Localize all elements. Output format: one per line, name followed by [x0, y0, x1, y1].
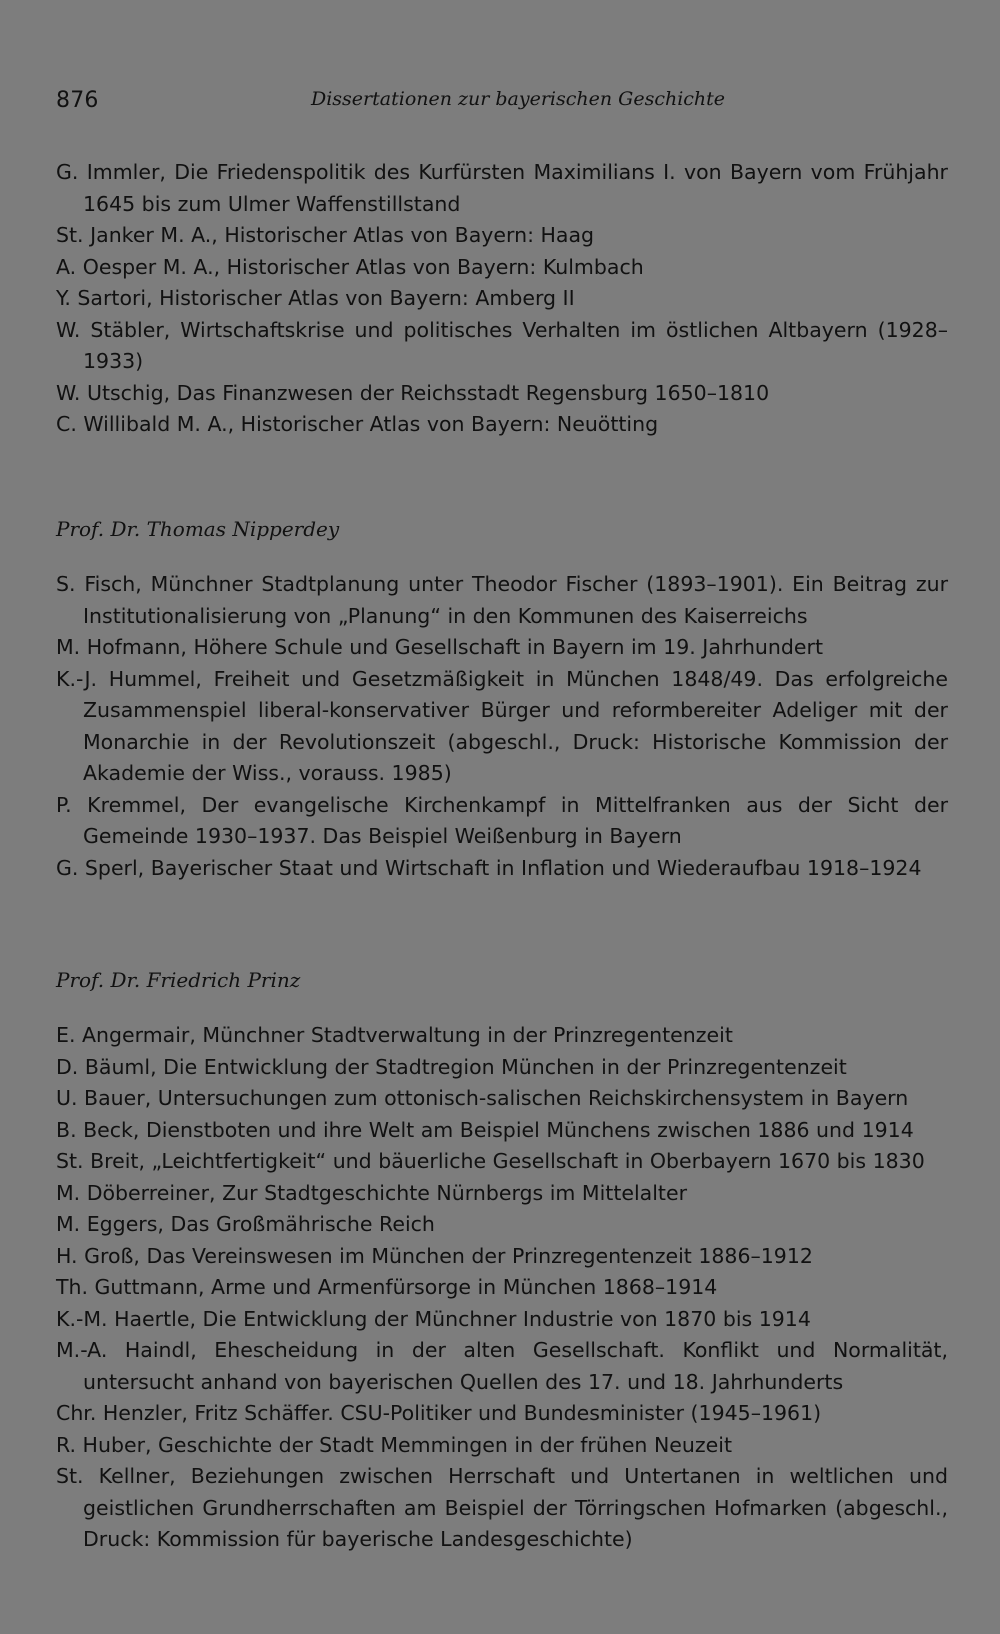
dissertation-entry: W. Stäbler, Wirtschaftskrise und politisches Verhalten im östlichen Altbayern (1928–1933) — [56, 317, 948, 373]
dissertation-entry: Y. Sartori, Historischer Atlas von Bayern: Amberg II — [56, 286, 575, 310]
dissertation-entry: Th. Guttmann, Arme und Armenfürsorge in München 1868–1914 — [56, 1275, 718, 1299]
dissertation-entry: W. Utschig, Das Finanzwesen der Reichsstadt Regensburg 1650–1810 — [56, 380, 770, 405]
dissertation-entry: M. Hofmann, Höhere Schule und Gesellschaft in Bayern im 19. Jahrhundert — [56, 635, 824, 659]
dissertation-entry: S. Fisch, Münchner Stadtplanung unter Theodor Fischer (1893–1901). Ein Beitrag zur Institutionalisierung von „Planung“ in den Kommunen des Kaiserreichs — [56, 572, 948, 628]
dissertation-entry: St. Janker M. A., Historischer Atlas von Bayern: Haag — [56, 223, 595, 247]
running-head: Dissertationen zur bayerischen Geschichte — [311, 88, 726, 110]
dissertation-entry: G. Sperl, Bayerischer Staat und Wirtschaft in Inflation und Wiederaufbau 1918–1924 — [56, 855, 922, 880]
dissertation-list — [56, 1020, 948, 1556]
section-title: Prof. Dr. Friedrich Prinz — [56, 968, 301, 992]
dissertation-entry: M. Döberreiner, Zur Stadtgeschichte Nürnbergs im Mittelalter — [56, 1180, 688, 1205]
dissertation-entry: D. Bäuml, Die Entwicklung der Stadtregion München in der Prinzregentenzeit — [56, 1054, 847, 1079]
dissertation-entry: K.-M. Haertle, Die Entwicklung der Münchner Industrie von 1870 bis 1914 — [56, 1306, 811, 1331]
dissertation-entry: M. Eggers, Das Großmährische Reich — [56, 1212, 435, 1236]
page-header — [56, 88, 944, 128]
page-number: 876 — [56, 88, 99, 113]
dissertation-section-prinz — [56, 968, 948, 1556]
dissertation-entry: Chr. Henzler, Fritz Schäffer. CSU-Politiker und Bundesminister (1945–1961) — [56, 1401, 822, 1425]
dissertation-entry: B. Beck, Dienstboten und ihre Welt am Beispiel Münchens zwischen 1886 und 1914 — [56, 1117, 914, 1142]
dissertation-entry: U. Bauer, Untersuchungen zum ottonisch-salischen Reichskirchensystem in Bayern — [56, 1086, 909, 1110]
dissertation-entry: M.-A. Haindl, Ehescheidung in der alten Gesellschaft. Konflikt und Normalität, untersucht anhand von bayerischen Quellen des 17. und 18. Jahrhunderts — [56, 1338, 948, 1394]
dissertation-entry: A. Oesper M. A., Historischer Atlas von Bayern: Kulmbach — [56, 254, 644, 279]
dissertation-entry: St. Kellner, Beziehungen zwischen Herrschaft und Untertanen in weltlichen und geistlichen Grundherrschaften am Beispiel der Törringschen Hofmarken (abgeschl., Druck: Kommission für bayerische Landesgeschichte) — [56, 1464, 948, 1551]
dissertation-entry: H. Groß, Das Vereinswesen im München der Prinzregentenzeit 1886–1912 — [56, 1243, 813, 1268]
dissertation-entry: C. Willibald M. A., Historischer Atlas von Bayern: Neuötting — [56, 412, 659, 436]
dissertation-section-unlabeled — [56, 157, 948, 441]
dissertation-entry: P. Kremmel, Der evangelische Kirchenkampf in Mittelfranken aus der Sicht der Gemeinde 1930–1937. Das Beispiel Weißenburg in Bayern — [56, 792, 948, 848]
dissertation-list — [56, 157, 948, 441]
section-title: Prof. Dr. Thomas Nipperdey — [56, 517, 340, 541]
dissertation-list — [56, 569, 948, 884]
dissertation-section-nipperdey — [56, 517, 948, 884]
dissertation-entry: G. Immler, Die Friedenspolitik des Kurfürsten Maximilians I. von Bayern vom Frühjahr 1645 bis zum Ulmer Waffenstillstand — [56, 160, 948, 216]
dissertation-entry: E. Angermair, Münchner Stadtverwaltung in der Prinzregentenzeit — [56, 1023, 733, 1047]
dissertation-entry: K.-J. Hummel, Freiheit und Gesetzmäßigkeit in München 1848/49. Das erfolgreiche Zusammenspiel liberal-konservativer Bürger und reformbereiter Adeliger mit der Monarchie in der Revolutionszeit (abgeschl., Druck: Historische Kommission der Akademie der Wiss., vorauss. 1985) — [56, 666, 948, 785]
dissertation-entry: R. Huber, Geschichte der Stadt Memmingen in der frühen Neuzeit — [56, 1432, 732, 1457]
dissertation-entry: St. Breit, „Leichtfertigkeit“ und bäuerliche Gesellschaft in Oberbayern 1670 bis 1830 — [56, 1149, 925, 1173]
